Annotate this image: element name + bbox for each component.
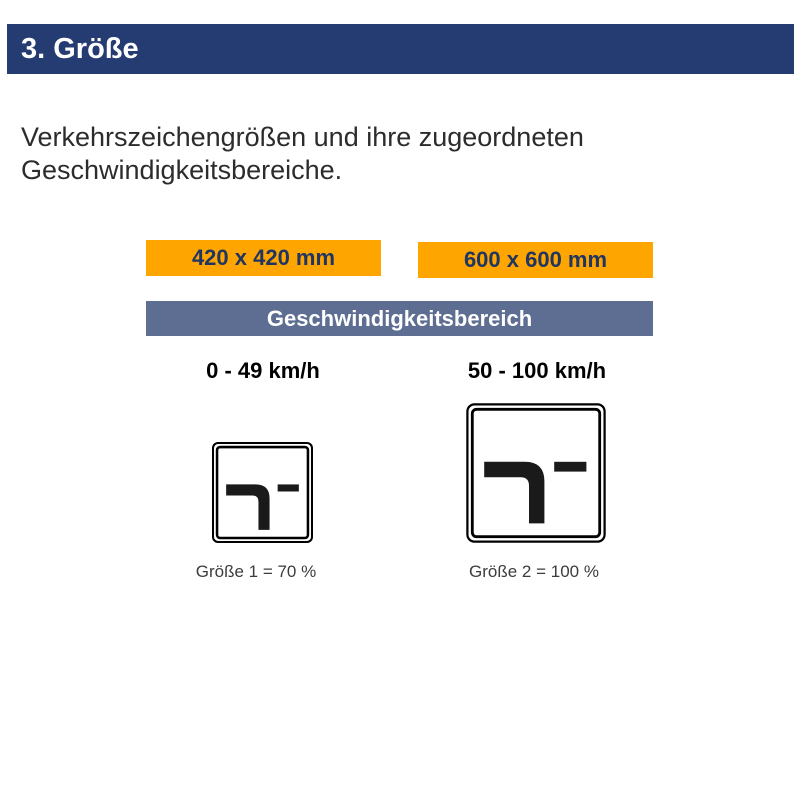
road-sign-small-icon	[212, 442, 313, 543]
speed-range-large: 50 - 100 km/h	[467, 358, 607, 383]
size-badge-large: 600 x 600 mm	[418, 242, 653, 278]
size-badge-small: 420 x 420 mm	[146, 240, 381, 276]
speed-range-header: Geschwindigkeitsbereich	[146, 301, 653, 336]
speed-range-small: 0 - 49 km/h	[206, 358, 320, 383]
size-caption-large: Größe 2 = 100 %	[469, 562, 599, 581]
size-caption-small: Größe 1 = 70 %	[195, 562, 317, 581]
intro-text: Verkehrszeichengrößen und ihre zugeordneten Geschwindigkeitsbereiche.	[21, 122, 584, 185]
road-sign-large-icon	[466, 403, 606, 543]
section-title: 3. Größe	[21, 33, 139, 65]
section-header	[7, 24, 794, 74]
